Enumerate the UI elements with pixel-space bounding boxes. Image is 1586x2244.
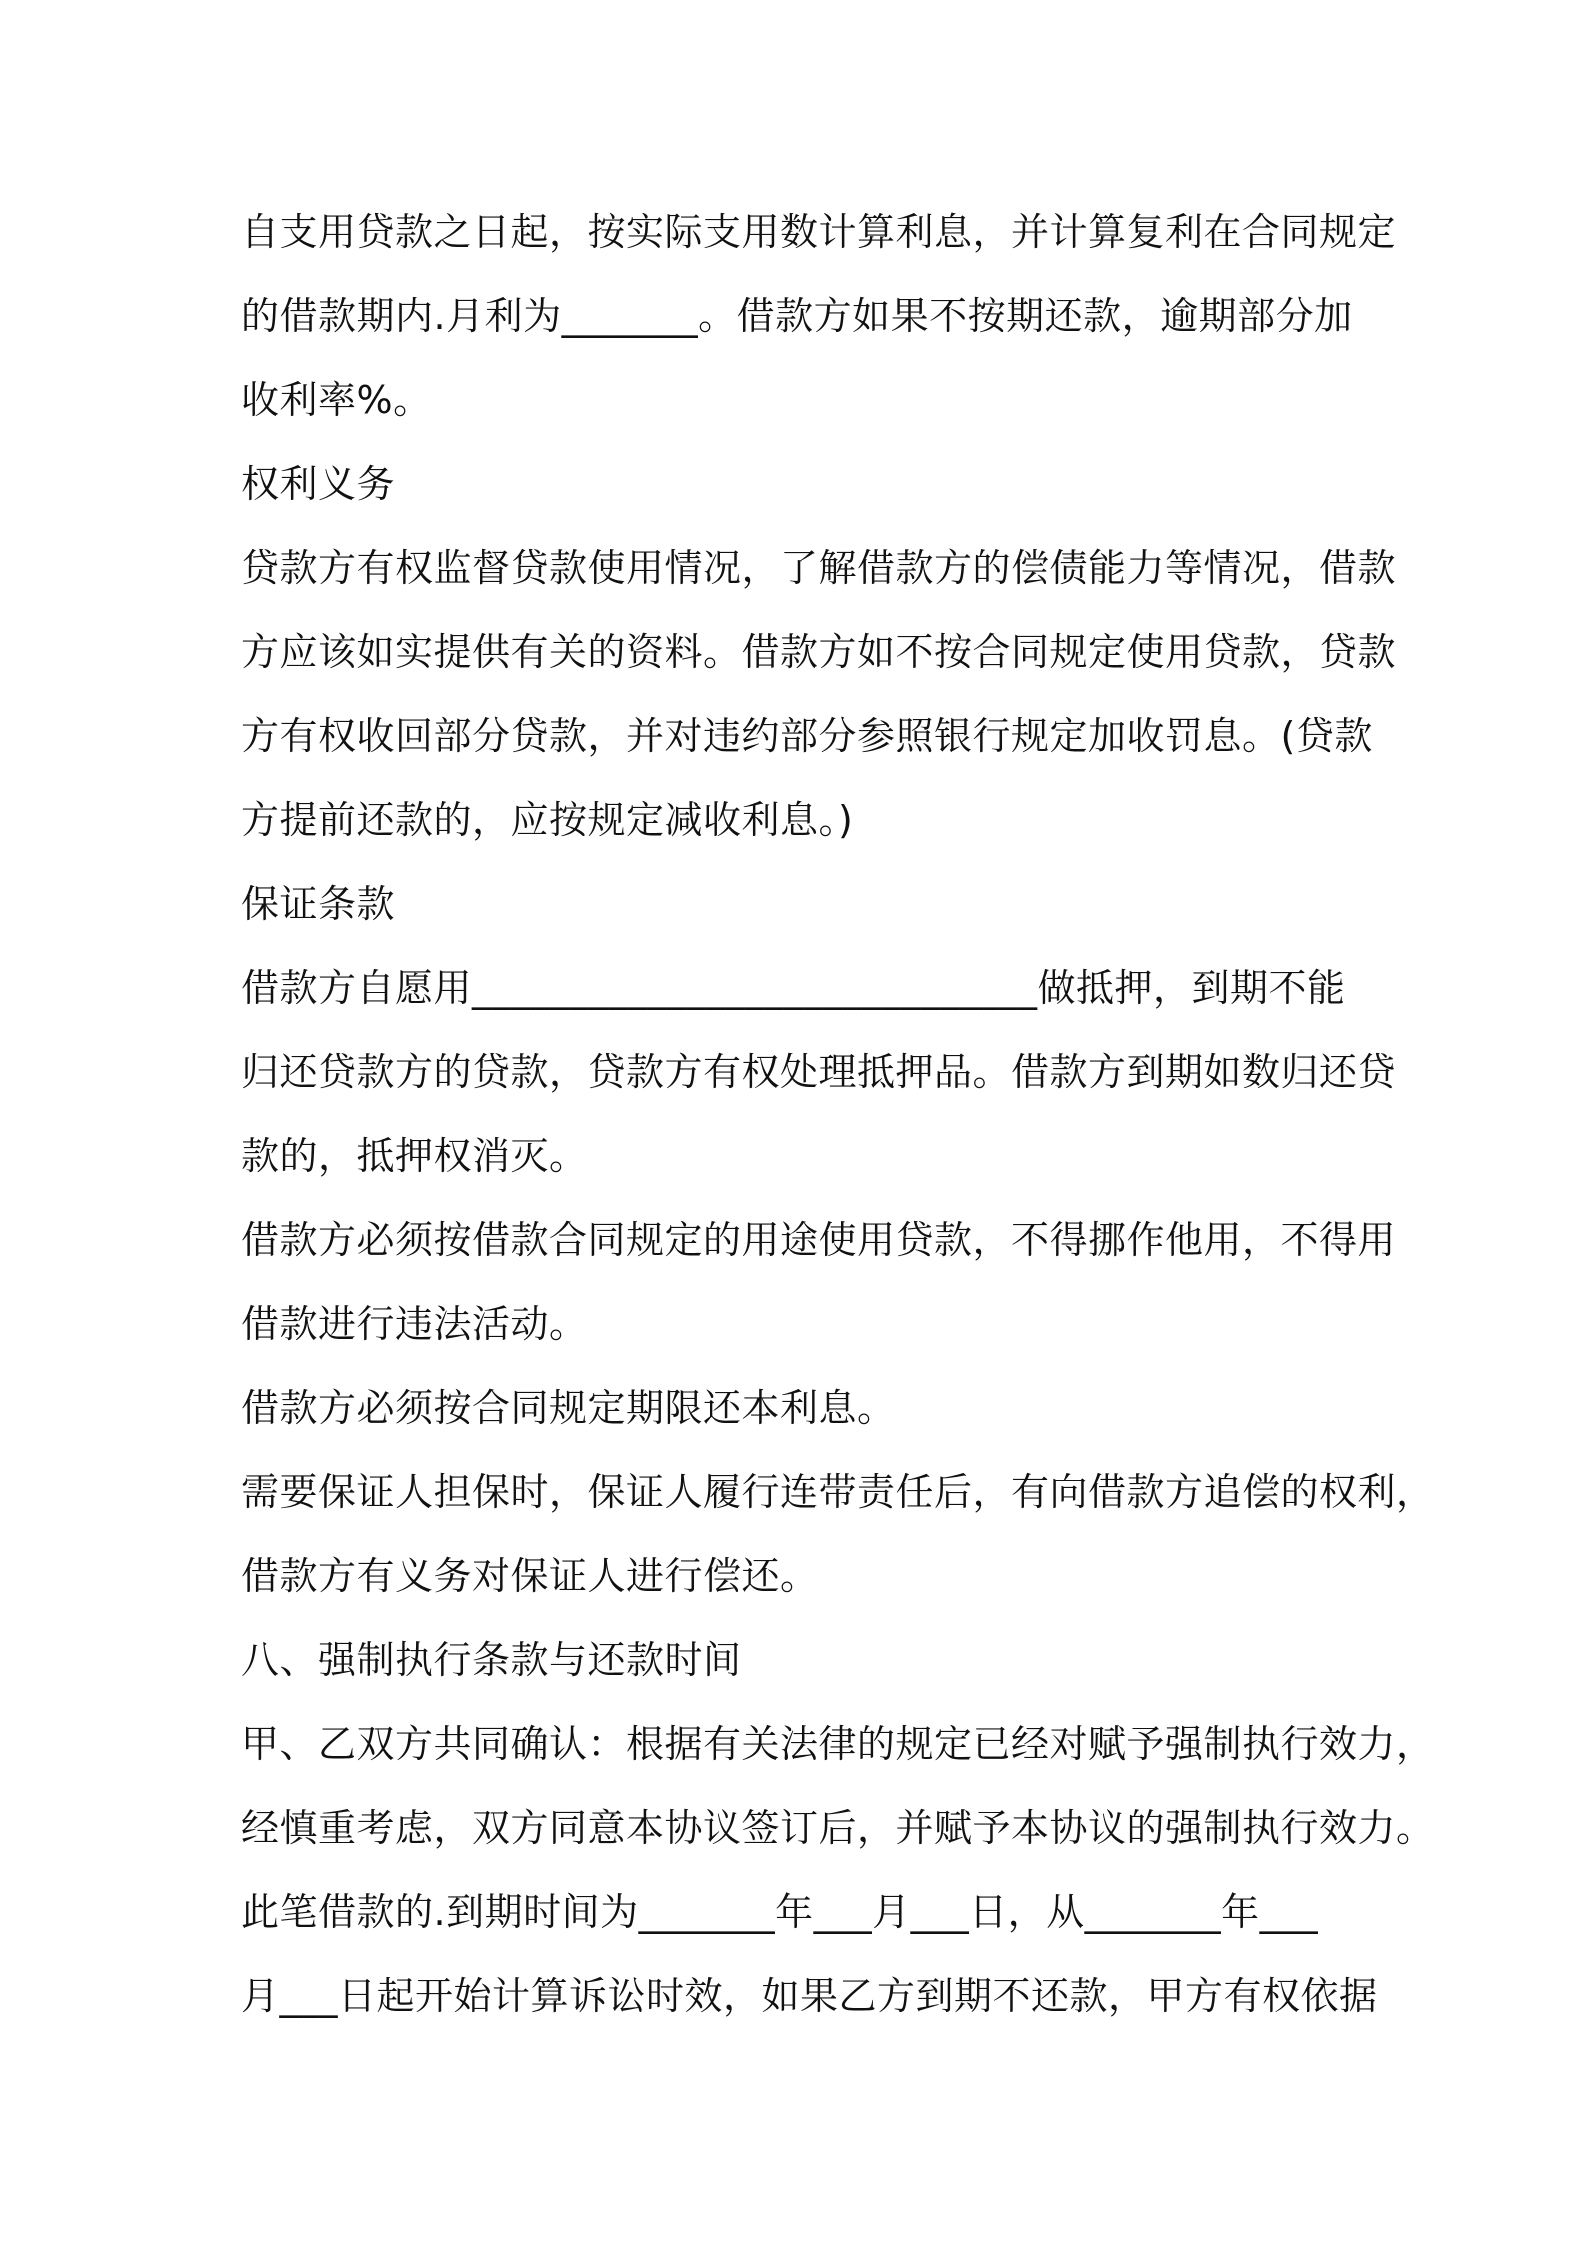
- section-heading: 保证条款: [241, 882, 396, 926]
- text-line: 归还贷款方的贷款，贷款方有权处理抵押品。借款方到期如数归还贷: [241, 1050, 1397, 1094]
- text-line: 自支用贷款之日起，按实际支用数计算利息，并计算复利在合同规定: [241, 210, 1397, 254]
- text-line: 借款方有义务对保证人进行偿还。: [241, 1554, 819, 1598]
- text-line: 方有权收回部分贷款，并对违约部分参照银行规定加收罚息。(贷款: [241, 714, 1373, 758]
- text-line: 收利率%。: [241, 378, 432, 422]
- text-line: 借款方必须按合同规定期限还本利息。: [241, 1386, 896, 1430]
- section-heading: 权利义务: [241, 462, 396, 506]
- text-line: 甲、乙双方共同确认：根据有关法律的规定已经对赋予强制执行效力，: [241, 1722, 1435, 1766]
- text-line: 此笔借款的.到期时间为_______年___月___日，从_______年___: [241, 1890, 1319, 1934]
- text-line: 款的，抵押权消灭。: [241, 1134, 588, 1178]
- text-line: 贷款方有权监督贷款使用情况，了解借款方的偿债能力等情况，借款: [241, 546, 1397, 590]
- text-line: 方提前还款的，应按规定减收利息。): [241, 798, 854, 842]
- text-line: 月___日起开始计算诉讼时效，如果乙方到期不还款，甲方有权依据: [241, 1974, 1378, 2018]
- text-line: 借款方必须按借款合同规定的用途使用贷款，不得挪作他用，不得用: [241, 1218, 1397, 1262]
- text-line: 需要保证人担保时，保证人履行连带责任后，有向借款方追偿的权利，: [241, 1470, 1435, 1514]
- section-heading: 八、强制执行条款与还款时间: [241, 1638, 742, 1682]
- text-line: 方应该如实提供有关的资料。借款方如不按合同规定使用贷款，贷款: [241, 630, 1397, 674]
- text-line: 的借款期内.月利为_______。借款方如果不按期还款，逾期部分加: [241, 294, 1353, 338]
- text-line: 借款方自愿用_____________________________做抵押，到期不能: [241, 966, 1346, 1010]
- text-line: 经慎重考虑，双方同意本协议签订后，并赋予本协议的强制执行效力。: [241, 1806, 1435, 1850]
- text-line: 借款进行违法活动。: [241, 1302, 588, 1346]
- document-body: [241, 190, 1435, 2038]
